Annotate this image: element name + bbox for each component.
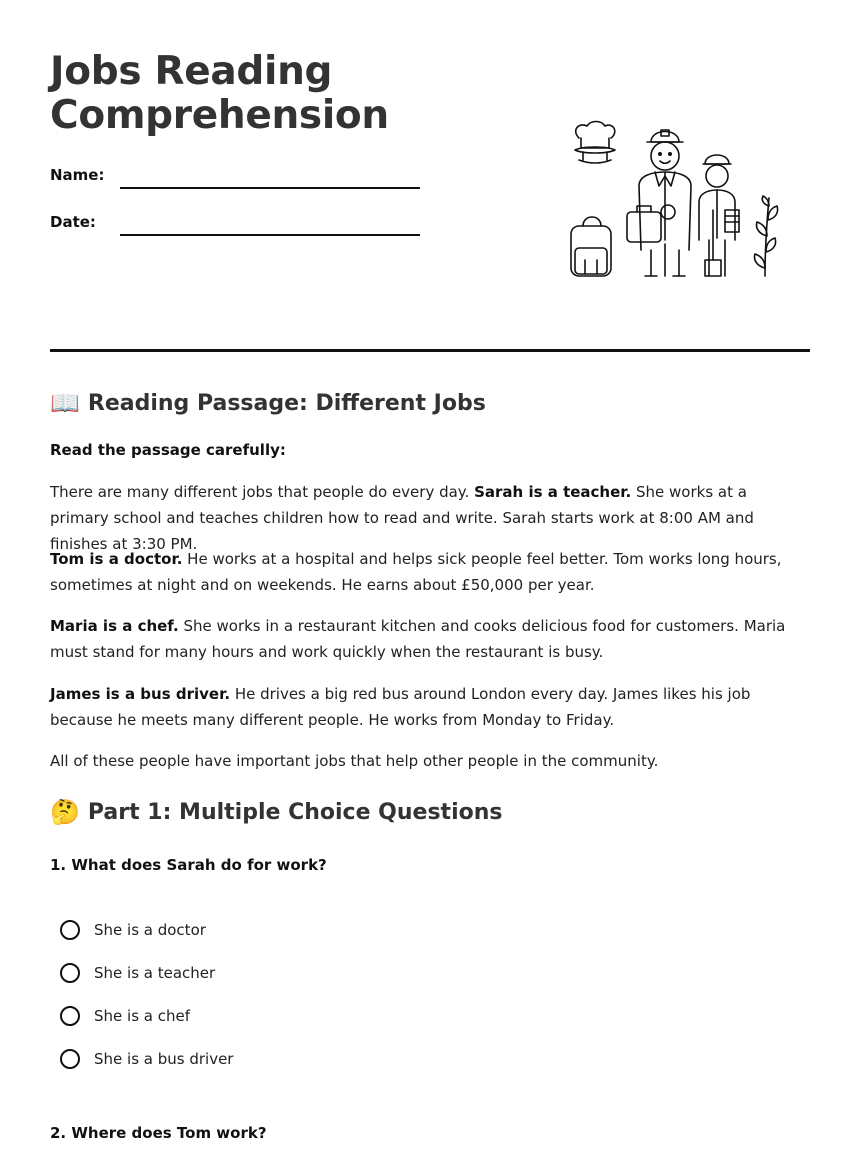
question-1: 1. What does Sarah do for work? [50, 856, 327, 874]
header-divider [50, 349, 810, 352]
part1-heading [50, 798, 502, 826]
reading-heading-text: Reading Passage: Different Jobs [87, 390, 486, 416]
radio-button[interactable] [60, 1049, 80, 1069]
question-1-option-a[interactable]: She is a doctor [60, 920, 206, 940]
thinking-face-icon: 🤔 [50, 798, 80, 826]
title-line-2: Comprehension [50, 93, 389, 138]
worksheet-title [50, 50, 389, 138]
name-label: Name: [50, 166, 105, 184]
passage-paragraph: James is a bus driver. He drives a big red bus around London every day. James likes his job because he meets many different people. He works from Monday to Friday. [50, 685, 751, 729]
worker-boy-icon [699, 155, 739, 276]
question-1-option-b[interactable]: She is a teacher [60, 963, 215, 983]
plant-icon [754, 196, 777, 276]
passage-paragraph: Tom is a doctor. He works at a hospital and helps sick people feel better. Tom works long hours, sometimes at night and on weekends. He earns about £50,000 per year. [50, 550, 782, 594]
worker-man-icon [627, 130, 691, 276]
passage-paragraph: Maria is a chef. She works in a restaurant kitchen and cooks delicious food for customers. Maria must stand for many hours and work quickly when the restaurant is busy. [50, 617, 786, 661]
reading-section-heading [50, 389, 486, 417]
question-1-option-d[interactable]: She is a bus driver [60, 1049, 233, 1069]
title-line-1: Jobs Reading [50, 49, 333, 94]
date-label: Date: [50, 213, 96, 231]
part1-heading-text: Part 1: Multiple Choice Questions [87, 799, 503, 825]
open-book-icon: 📖 [50, 389, 80, 417]
radio-button[interactable] [60, 1006, 80, 1026]
reading-instruction: Read the passage carefully: [50, 441, 286, 459]
name-field[interactable] [120, 187, 420, 189]
school-bag-icon [571, 217, 611, 276]
jobs-illustration [565, 120, 785, 285]
passage-paragraph: There are many different jobs that people do every day. Sarah is a teacher. She works at a primary school and teaches children how to read and write. Sarah starts work at 8:00 AM and finishes at 3:30 PM. [50, 483, 754, 553]
chef-hat-icon [575, 122, 615, 164]
question-2: 2. Where does Tom work? [50, 1124, 267, 1142]
question-1-option-c[interactable]: She is a chef [60, 1006, 190, 1026]
passage-paragraph: All of these people have important jobs that help other people in the community. [50, 752, 659, 770]
radio-button[interactable] [60, 963, 80, 983]
radio-button[interactable] [60, 920, 80, 940]
date-field[interactable] [120, 234, 420, 236]
